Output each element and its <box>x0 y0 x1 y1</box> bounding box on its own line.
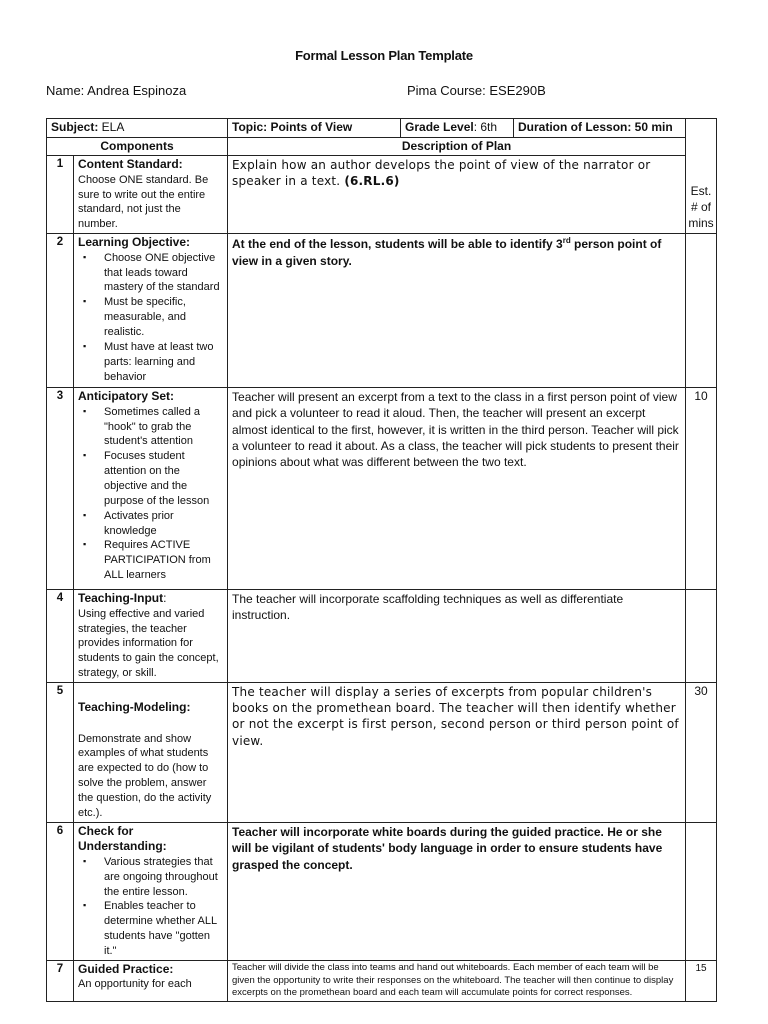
component-note: Demonstrate and show examples of what students are expected to do (how to solve the problem, answer the question, do the activity etc.). <box>78 732 212 819</box>
description-cell <box>228 156 686 234</box>
component-title: Teaching-Modeling: <box>78 699 191 714</box>
component-bullets <box>78 251 223 385</box>
description-cell: Teacher will incorporate white boards during the guided practice. He or she will be vigilant of students' body language in order to ensure students have grasped the concept. <box>228 822 686 960</box>
mins-cell <box>686 590 717 683</box>
row-number: 2 <box>47 234 74 388</box>
subject-label: Subject: <box>51 120 99 134</box>
description-cell: Teacher will present an excerpt from a text to the class in a first person point of view and pick a volunteer to read it aloud. Then, the teacher will present an excerpt almost identical to the first, however, it is written in the third person. Teacher will pick a volunteer to read it about. As a class, the teacher will pick students to present their opinions about what was different between the two text. <box>228 388 686 590</box>
grade-value: : 6th <box>473 120 498 134</box>
component-note: An opportunity for each <box>78 978 192 991</box>
topic-cell: Topic: Points of View <box>228 119 401 138</box>
grade-label: Grade Level <box>405 120 474 134</box>
component-title: Teaching-Input <box>78 591 164 606</box>
bullet-item: ▪ Focuses student attention on the objective and the purpose of the lesson <box>104 449 223 508</box>
description-cell: Teacher will divide the class into teams and hand out whiteboards. Each member of each team will be given the opportunity to write their responses on the whiteboard. The teacher will then continue to display excerpts on the promethean board and each team will accumulate points for correct responses. <box>228 960 686 1001</box>
duration-cell: Duration of Lesson: 50 min <box>514 119 686 138</box>
component-title-wrap <box>78 591 223 607</box>
bullet-item: ▪ Enables teacher to determine whether ALL students have "gotten it." <box>104 899 223 958</box>
component-cell <box>74 590 228 683</box>
row-number: 7 <box>47 960 74 1001</box>
bullet-item: ▪ Requires ACTIVE PARTICIPATION from ALL learners <box>104 538 223 583</box>
component-title: Content Standard: <box>78 157 183 172</box>
author-name: Name: Andrea Espinoza <box>46 83 187 98</box>
table-row <box>47 388 717 590</box>
table-row <box>47 682 717 822</box>
description-text: Explain how an author develops the point of view of the narrator or speaker in a text. <box>232 158 651 189</box>
component-title-colon: : <box>163 591 167 606</box>
description-cell: The teacher will incorporate scaffolding techniques as well as differentiate instruction. <box>228 590 686 683</box>
mins-cell: 15 <box>686 960 717 1001</box>
bullet-item: ▪ Activates prior knowledge <box>104 509 223 539</box>
mins-cell: 10 <box>686 388 717 590</box>
bullet-item: ▪ Must be specific, measurable, and realistic. <box>104 295 223 340</box>
component-cell <box>74 388 228 590</box>
table-row <box>47 960 717 1001</box>
component-title: Guided Practice: <box>78 961 174 976</box>
column-header-row <box>47 137 717 156</box>
standard-code: (6.RL.6) <box>344 174 400 189</box>
component-title: Anticipatory Set: <box>78 389 175 404</box>
component-title: Check for Understanding: <box>78 823 167 854</box>
component-bullets <box>78 855 223 959</box>
bullet-item: ▪ Must have at least two parts: learning and behavior <box>104 340 223 385</box>
est-mins-header: Est. # of mins <box>686 119 717 234</box>
lesson-plan-table <box>46 118 717 1002</box>
component-cell <box>74 822 228 960</box>
description-text-end: person point of view in a given story. <box>232 237 662 268</box>
row-number: 3 <box>47 388 74 590</box>
component-cell <box>74 234 228 388</box>
bullet-item: ▪ Choose ONE objective that leads toward mastery of the standard <box>104 251 223 296</box>
table-row <box>47 822 717 960</box>
description-cell <box>228 234 686 388</box>
subject-cell <box>47 119 228 138</box>
bullet-item: ▪ Various strategies that are ongoing throughout the entire lesson. <box>104 855 223 900</box>
component-bullets <box>78 405 223 583</box>
grade-cell <box>401 119 514 138</box>
component-cell <box>74 682 228 822</box>
header-row <box>47 119 717 138</box>
component-note: Choose ONE standard. Be sure to write out the entire standard, not just the number. <box>78 173 209 231</box>
description-text: At the end of the lesson, students will be able to identify 3 <box>232 237 563 252</box>
component-cell <box>74 960 228 1001</box>
course-name: Pima Course: ESE290B <box>407 83 546 98</box>
row-number: 4 <box>47 590 74 683</box>
table-row <box>47 156 717 234</box>
component-cell <box>74 156 228 234</box>
document-title: Formal Lesson Plan Template <box>295 48 473 63</box>
description-cell: The teacher will display a series of excerpts from popular children's books on the promethean board. The teacher will then identify whether or not the excerpt is first person, second person or third person point of view. <box>228 682 686 822</box>
ordinal-suffix: rd <box>562 236 571 246</box>
components-header: Components <box>47 137 228 156</box>
table-row <box>47 590 717 683</box>
component-title: Learning Objective: <box>78 235 191 250</box>
row-number: 1 <box>47 156 74 234</box>
mins-cell: 30 <box>686 682 717 822</box>
row-number: 5 <box>47 682 74 822</box>
bullet-item: ▪ Sometimes called a "hook" to grab the student's attention <box>104 405 223 450</box>
description-header: Description of Plan <box>228 137 686 156</box>
mins-cell <box>686 234 717 388</box>
mins-cell <box>686 822 717 960</box>
subject-value: ELA <box>98 120 125 134</box>
row-number: 6 <box>47 822 74 960</box>
table-row <box>47 234 717 388</box>
component-note: Using effective and varied strategies, the teacher provides information for students to gain the concept, strategy, or skill. <box>78 607 219 680</box>
